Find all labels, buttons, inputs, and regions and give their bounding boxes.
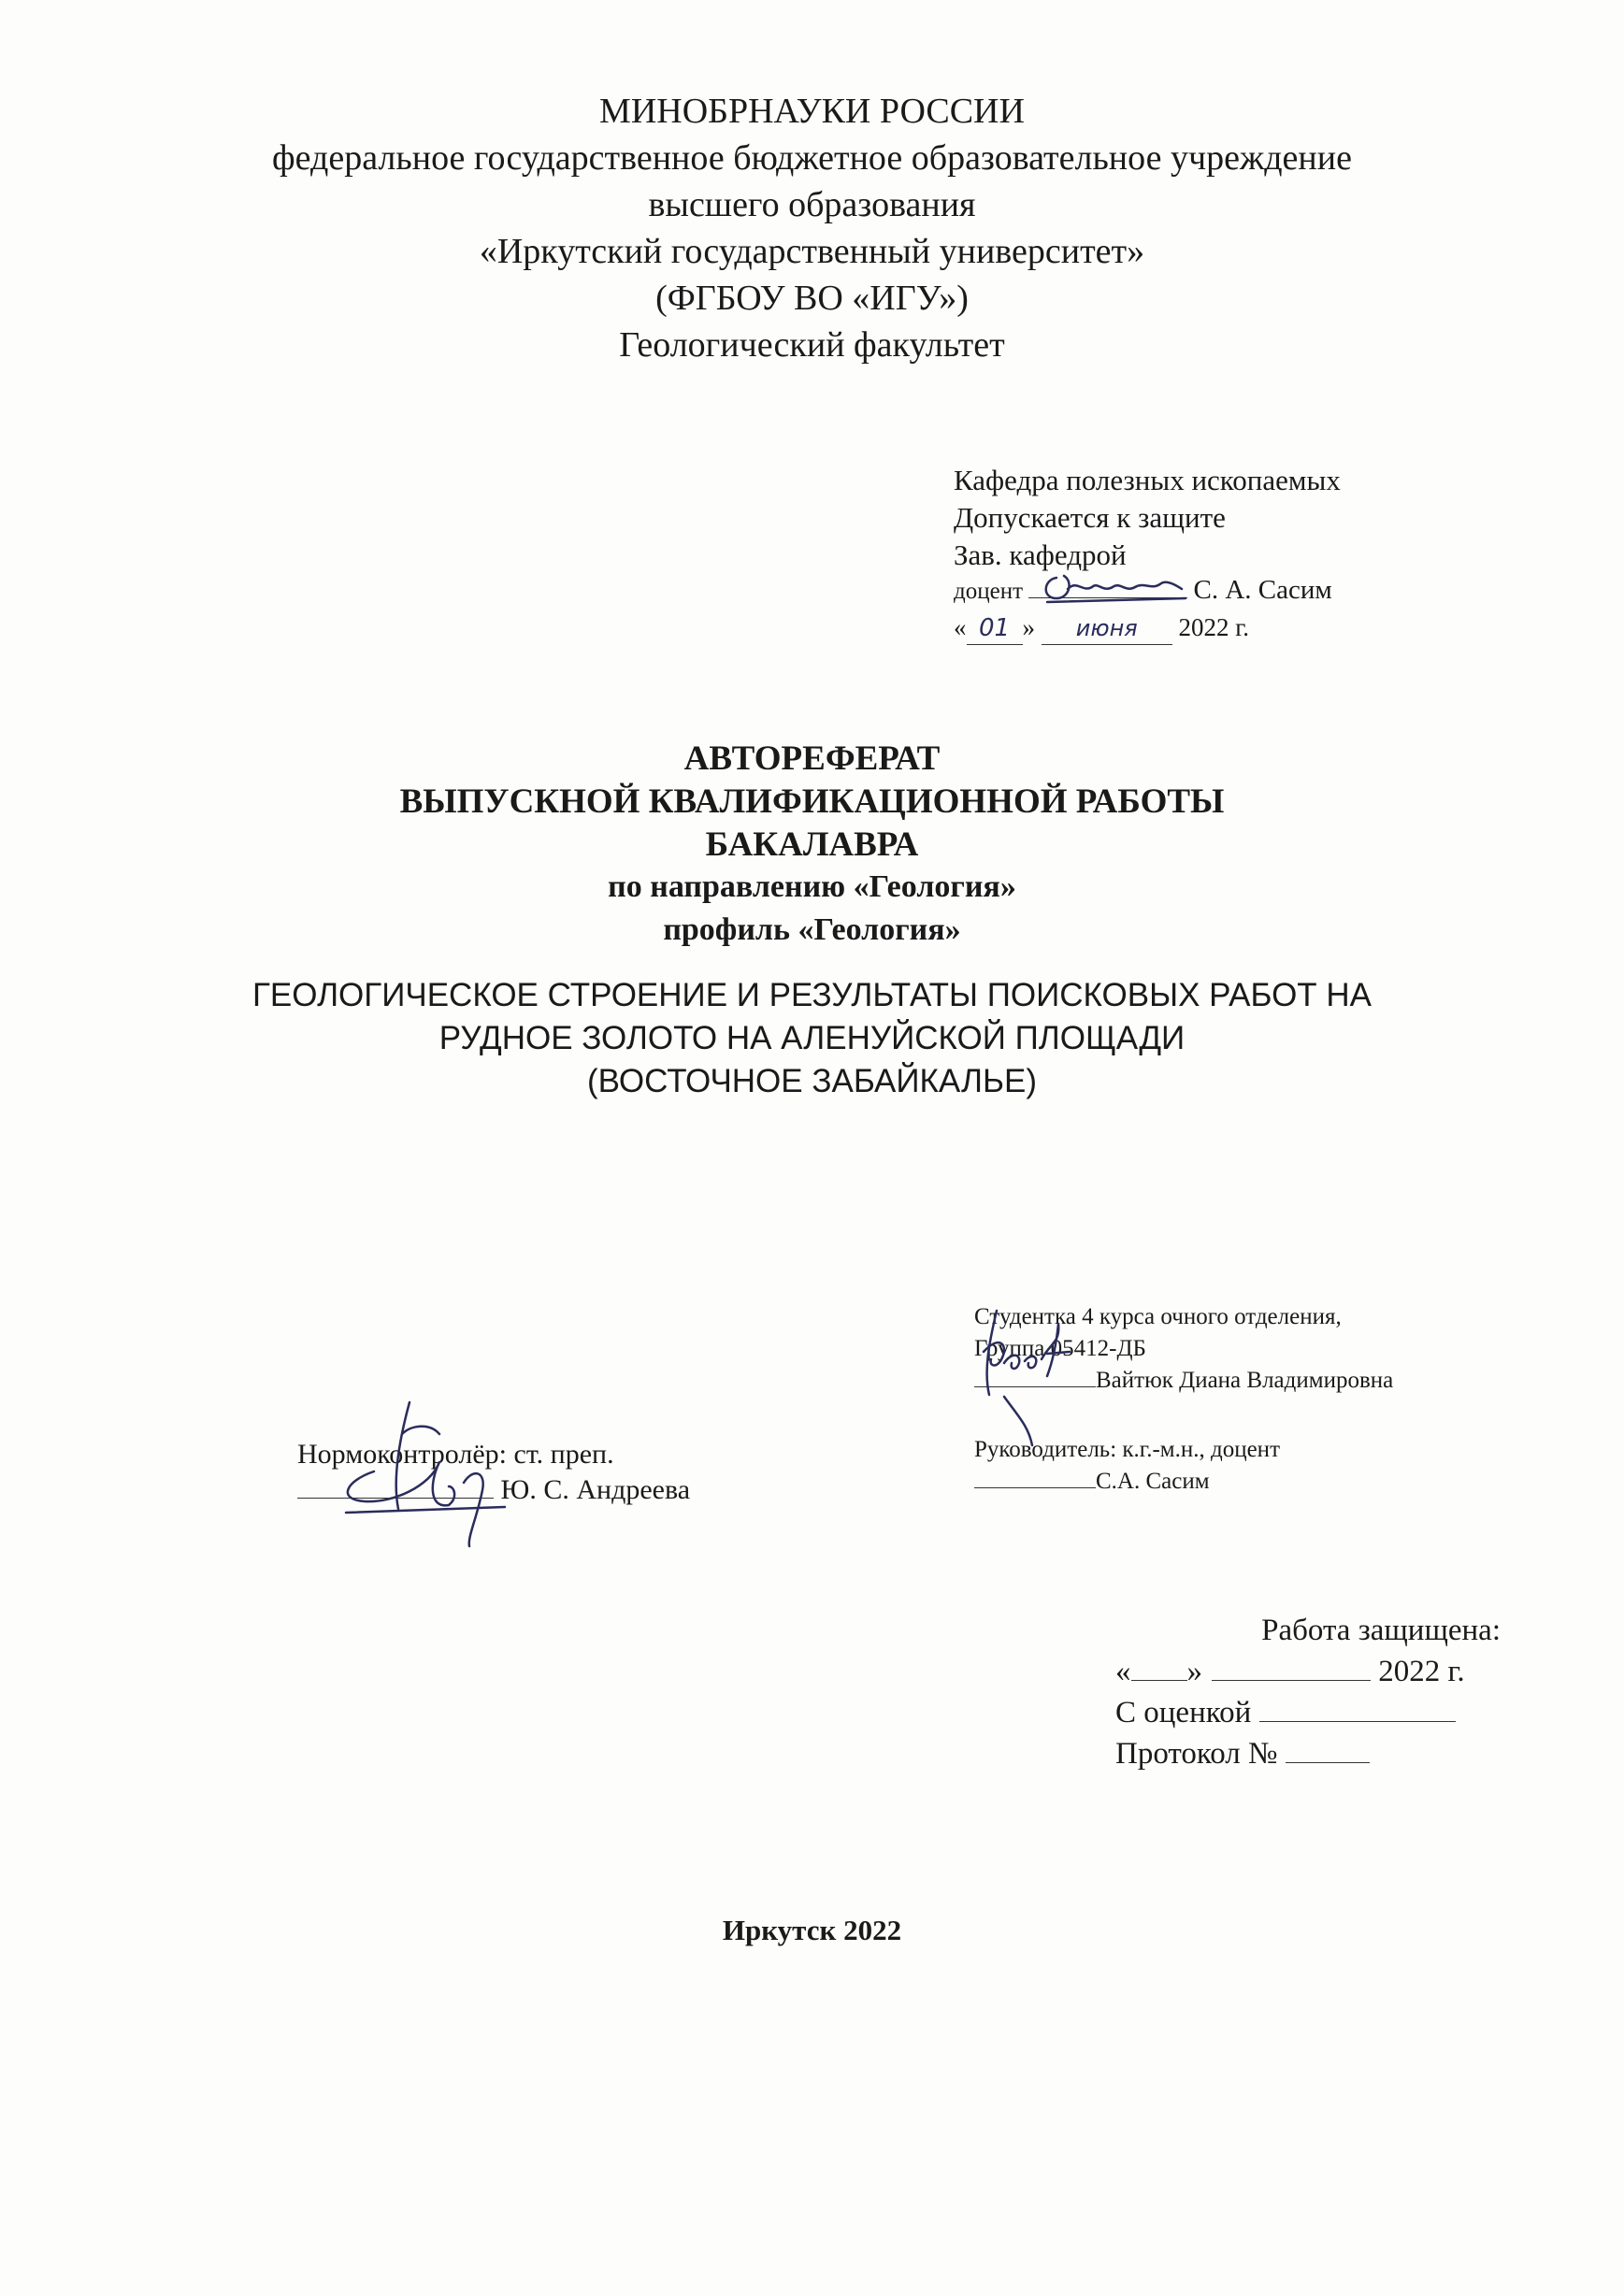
position-label: доцент [954,579,1023,604]
head-signature [1036,561,1195,608]
head-line: Зав. кафедрой [954,538,1127,571]
profile-line: профиль «Геология» [663,912,961,947]
defense-protocol-line [1115,1735,1370,1772]
topic-line-2: РУДНОЕ ЗОЛОТО НА АЛЕНУЙСКОЙ ПЛОЩАДИ [438,1020,1186,1056]
normcontrol-name: Ю. С. Андреева [500,1474,691,1505]
department-line: Кафедра полезных ископаемых [954,464,1341,496]
defense-date-open: « [1115,1655,1131,1688]
defense-protocol-label: Протокол № [1115,1737,1278,1771]
supervisor-signature-blank [974,1487,1096,1488]
date-mid-quote: » [1022,613,1035,641]
topic-line-3: (ВОСТОЧНОЕ ЗАБАЙКАЛЬЕ) [587,1063,1037,1099]
title-line-2: ВЫПУСКНОЙ КВАЛИФИКАЦИОННОЙ РАБОТЫ [399,782,1225,821]
student-course-line: Студентка 4 курса очного отделения, [974,1304,1342,1329]
defense-month-blank [1212,1680,1371,1681]
normcontrol-label-line: Нормоконтролёр: ст. преп. [297,1439,614,1470]
approval-month: июня [1042,612,1172,645]
faculty-line: Геологический факультет [619,325,1005,365]
title-line-1: АВТОРЕФЕРАТ [683,739,941,778]
student-group-line: Группа 05412-ДБ [974,1336,1146,1361]
supervisor-label-line: Руководитель: к.г.-м.н., доцент [974,1437,1280,1462]
defense-year: 2022 г. [1378,1655,1465,1688]
defense-grade-blank [1259,1721,1456,1722]
student-name: Вайтюк Диана Владимировна [1096,1368,1394,1393]
defense-date-line [1115,1653,1465,1690]
normcontrol-signature [309,1397,514,1546]
defense-protocol-blank [1286,1762,1370,1763]
approval-year: 2022 г. [1178,613,1250,641]
defense-protected-line: Работа защищена: [1261,1614,1501,1647]
defense-date-mid: » [1186,1655,1202,1688]
defense-day-blank [1131,1680,1187,1681]
approval-date-line [954,611,1249,645]
title-line-3: БАКАЛАВРА [705,825,919,864]
abbreviation-line: (ФГБОУ ВО «ИГУ») [655,279,969,318]
ministry-line: МИНОБРНАУКИ РОССИИ [599,92,1025,131]
defense-grade-line [1115,1694,1456,1731]
footer-city-year: Иркутск 2022 [722,1914,902,1946]
head-name: С. А. Сасим [1193,575,1332,605]
topic-line-1: ГЕОЛОГИЧЕСКОЕ СТРОЕНИЕ И РЕЗУЛЬТАТЫ ПОИСКОВЫХ РАБОТ НА [252,977,1372,1013]
supervisor-name: С.А. Сасим [1096,1469,1210,1494]
approval-day: 01 [967,612,1023,645]
institution-type-line: федеральное государственное бюджетное образовательное учреждение [272,138,1352,178]
defense-grade-label: С оценкой [1115,1696,1252,1729]
direction-line: по направлению «Геология» [608,869,1016,904]
student-signature [963,1305,1103,1445]
admitted-line: Допускается к защите [954,501,1226,534]
date-open-quote: « [954,613,967,641]
university-line: «Иркутский государственный университет» [479,232,1145,271]
supervisor-name-line [974,1466,1210,1498]
education-level-line: высшего образования [648,185,976,224]
